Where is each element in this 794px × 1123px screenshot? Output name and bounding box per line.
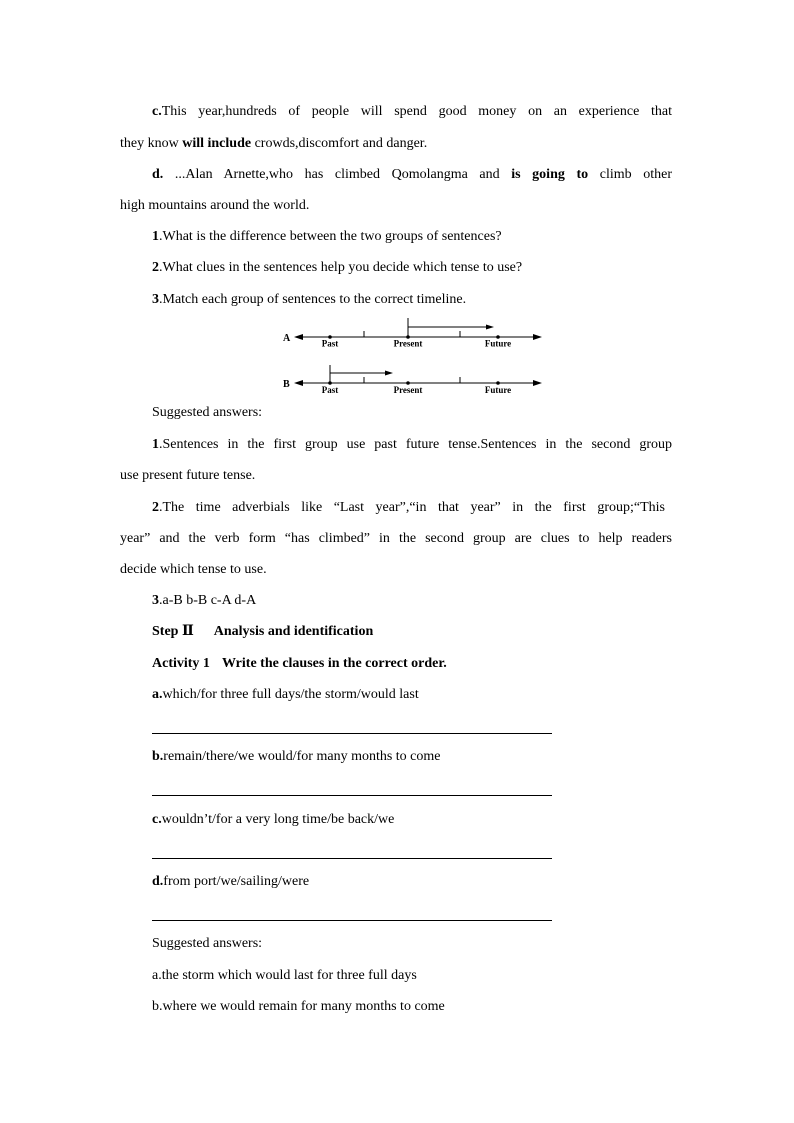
timeline-diagram <box>280 310 550 400</box>
answer-2-line2: year” and the verb form “has climbed” in the second group are clues to help readers <box>120 531 672 546</box>
question-2 <box>152 259 522 277</box>
example-label: c. <box>152 104 162 119</box>
question-3 <box>152 291 466 309</box>
item-text: remain/there/we would/for many months to come <box>163 749 441 764</box>
present-label: Present <box>393 385 423 395</box>
answer-1-line1 <box>152 436 672 454</box>
step-title: Step Ⅱ <box>152 624 194 639</box>
axis-right-arrowhead <box>533 380 542 386</box>
suggested-answer-b: b.where we would remain for many months to come <box>152 999 445 1014</box>
answer-2-line3: decide which tense to use. <box>120 562 267 577</box>
example-text: they know <box>120 136 183 151</box>
example-d-line2: high mountains around the world. <box>120 198 310 213</box>
suggested-answer-a: a.the storm which would last for three full days <box>152 968 417 983</box>
step-heading <box>152 623 373 641</box>
example-text: This year,hundreds of people will spend good money on an experience that <box>161 104 672 119</box>
answer-number: 3 <box>152 593 159 608</box>
item-text: wouldn’t/for a very long time/be back/we <box>161 812 395 827</box>
question-number: 1 <box>152 229 159 244</box>
axis-left-arrowhead <box>294 334 303 340</box>
example-text: ...Alan Arnette,who has climbed Qomolangma and <box>163 167 512 182</box>
question-text: .Match each group of sentences to the correct timeline. <box>159 292 467 307</box>
future-label: Future <box>484 385 512 395</box>
activity-instruction: Write the clauses in the correct order. <box>221 656 447 671</box>
timeline-b <box>283 365 542 395</box>
activity-item-b <box>152 748 441 766</box>
answer-1-line2: use present future tense. <box>120 468 256 483</box>
span-arrowhead <box>486 325 494 330</box>
answer-blank-line <box>152 795 552 796</box>
answer-number: 1 <box>152 437 159 452</box>
example-highlight: is going to <box>511 167 589 182</box>
question-1 <box>152 228 502 246</box>
step-subtitle: Analysis and identification <box>213 624 374 639</box>
future-label: Future <box>484 338 512 349</box>
example-c-line2 <box>120 135 427 153</box>
activity-item-a <box>152 686 419 704</box>
answer-text: .Sentences in the first group use past future tense.Sentences in the second group <box>159 437 672 452</box>
answer-2-line1 <box>152 499 665 517</box>
activity-item-c <box>152 811 394 829</box>
example-highlight: will include <box>182 136 252 151</box>
item-label: d. <box>152 874 164 889</box>
item-label: c. <box>152 812 162 827</box>
answer-3 <box>152 592 256 610</box>
activity-heading <box>152 655 447 673</box>
question-number: 2 <box>152 260 159 275</box>
example-c-line1 <box>152 103 672 121</box>
present-label: Present <box>393 338 423 349</box>
past-label: Past <box>321 385 339 395</box>
item-text: from port/we/sailing/were <box>163 874 310 889</box>
activity-title: Activity 1 <box>152 656 210 671</box>
item-label: b. <box>152 749 164 764</box>
suggested-answers-heading: Suggested answers: <box>152 405 263 420</box>
example-d-line1 <box>152 166 672 184</box>
axis-left-arrowhead <box>294 380 303 386</box>
example-text: crowds,discomfort and danger. <box>251 136 428 151</box>
question-number: 3 <box>152 292 159 307</box>
item-label: a. <box>152 687 163 702</box>
example-text: climb other <box>588 167 672 182</box>
answer-blank-line <box>152 858 552 859</box>
answer-text: .The time adverbials like “Last year”,“in that year” in the first group;“This <box>159 500 665 515</box>
past-label: Past <box>321 338 339 349</box>
suggested-answers-heading: Suggested answers: <box>152 936 263 951</box>
item-text: which/for three full days/the storm/would last <box>162 687 419 702</box>
question-text: .What is the difference between the two groups of sentences? <box>159 229 502 244</box>
activity-item-d <box>152 873 309 891</box>
question-text: .What clues in the sentences help you decide which tense to use? <box>159 260 523 275</box>
answer-text: .a-B b-B c-A d-A <box>159 593 257 608</box>
span-arrowhead <box>385 371 393 376</box>
answer-number: 2 <box>152 500 159 515</box>
timeline-a <box>283 318 542 349</box>
timeline-label: B <box>283 379 290 390</box>
example-label: d. <box>152 167 164 182</box>
timeline-label: A <box>283 333 291 344</box>
answer-blank-line <box>152 733 552 734</box>
axis-right-arrowhead <box>533 334 542 340</box>
answer-blank-line <box>152 920 552 921</box>
